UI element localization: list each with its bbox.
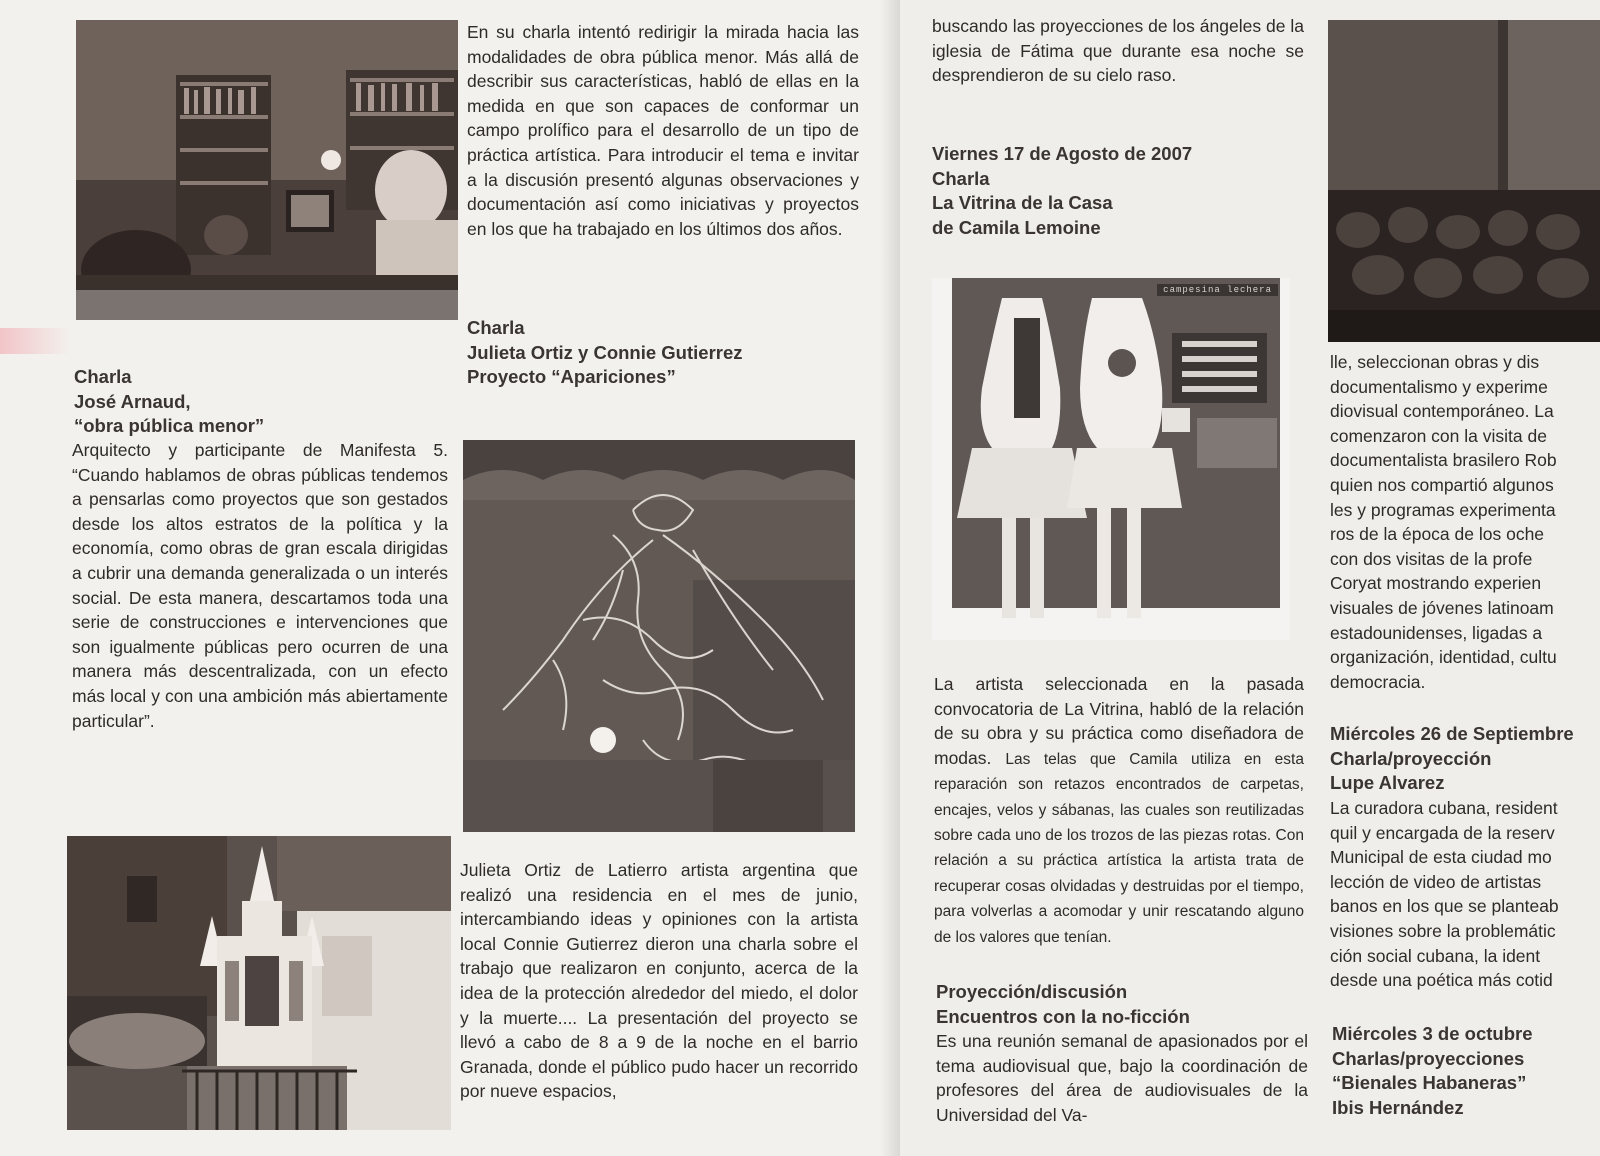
photo-screening-audience xyxy=(1328,20,1600,342)
body-col4-part1 xyxy=(1330,350,1600,694)
body-col4-part2 xyxy=(1330,796,1600,993)
heading-bienales-habaneras xyxy=(1332,1022,1600,1120)
text-line: lección de video de artistas xyxy=(1330,871,1542,892)
body-small: Las telas que Camila utiliza en esta reparación son retazos encontrados de carpetas, encajes, velos y sábanas, las cuales son reutilizadas sobre cada uno de los trozos de las piezas rotas. Con relación a su práctica artística la artista trata de recuperar cosas olvidadas y destruidas por el tiempo, para volverlas a acomodar y unir rescatando alguno de los valores que tenían. xyxy=(934,750,1304,946)
body-lead: La artista seleccionada en la pasada convocatoria de La Vitrina, habló de la relación de su obra y su práctica como diseñadora de modas. xyxy=(934,674,1304,768)
heading-line: Charla xyxy=(467,317,525,338)
body-camila-lemoine xyxy=(934,672,1304,949)
photo-angel-projection xyxy=(463,440,855,832)
text-line: les y programas experimenta xyxy=(1330,499,1556,520)
heading-line: Proyección/discusión xyxy=(936,981,1128,1002)
text-line: quien nos compartió algunos xyxy=(1330,474,1554,495)
body-paragraph: buscando las proyecciones de los ángeles de la iglesia de Fátima que durante esa noche se desprendieron de su cielo raso. xyxy=(932,16,1304,86)
intro-obra-publica xyxy=(467,20,859,241)
text-line: lle, seleccionan obras y dis xyxy=(1330,352,1540,372)
heading-line: “obra pública menor” xyxy=(74,415,265,436)
heading-line: Charlas/proyecciones xyxy=(1332,1047,1525,1069)
text-line: documentalismo y experime xyxy=(1330,376,1548,397)
heading-line: Viernes 17 de Agosto de 2007 xyxy=(932,143,1193,164)
heading-jose-arnaud xyxy=(74,365,444,439)
illustration-fashion-sketch xyxy=(932,278,1290,640)
right-page xyxy=(900,0,1600,1156)
body-paragraph: Julieta Ortiz de Latierro artista argentina que realizó una residencia en el mes de junio, intercambiando ideas y opiniones con la artista local Connie Gutierrez dieron una charla sobre el trabajo que realizaron en conjunto, acerca de la idea de la protección alrededor del miedo, el dolor y la muerte.... La presentación del proyecto se llevó a cabo de 8 a 9 de la noche en el barrio Granada, donde el público pudo hacer un recorrido por nueve espacios, xyxy=(460,860,858,1102)
heading-line: “Bienales Habaneras” xyxy=(1332,1072,1527,1093)
body-no-ficcion xyxy=(936,1029,1308,1127)
text-line: comenzaron con la visita de xyxy=(1330,425,1547,446)
image-tag: campesina lechera xyxy=(1157,284,1278,296)
heading-line: Charla xyxy=(74,366,132,387)
body-paragraph: Arquitecto y participante de Manifesta 5. “Cuando hablamos de obras públicas tendemos a pensarlas como proyectos que son gestados desde los altos estratos de la política y la economía, como obras de gran escala dirigidas a cubrir una demanda generalizada o un interés social. De esta manera, descartamos toda una serie de construcciones e intervenciones que son igualmente públicas pero ocurren de una manera más descentralizada, con un efecto más local y con una ambición más abiertamente particular”. xyxy=(72,440,448,731)
text-line: quil y encargada de la reserv xyxy=(1330,822,1555,843)
heading-line: Proyecto “Apariciones” xyxy=(467,366,676,387)
text-line: banos en los que se planteab xyxy=(1330,896,1559,917)
text-line: diovisual contemporáneo. La xyxy=(1330,401,1554,422)
text-line: desde una poética más cotid xyxy=(1330,970,1553,991)
text-line: visuales de jóvenes latinoam xyxy=(1330,597,1554,618)
body-jose-arnaud xyxy=(72,438,448,733)
text-line: con dos visitas de la profe xyxy=(1330,548,1533,569)
text-line: estadounidenses, ligadas a xyxy=(1330,622,1543,643)
heading-line: de Camila Lemoine xyxy=(932,216,1101,238)
text-line: ción social cubana, la ident xyxy=(1330,945,1541,966)
text-line: Coryat mostrando experien xyxy=(1330,573,1542,594)
heading-line: José Arnaud, xyxy=(74,390,191,412)
text-line: organización, identidad, cultu xyxy=(1330,647,1557,668)
heading-line: Encuentros con la no-ficción xyxy=(936,1005,1190,1027)
heading-line: Lupe Alvarez xyxy=(1330,772,1445,793)
photo-library-meeting xyxy=(76,20,458,320)
heading-line: Julieta Ortiz y Connie Gutierrez xyxy=(467,341,743,363)
heading-line: Ibis Hernández xyxy=(1332,1096,1464,1118)
text-line: documentalista brasilero Rob xyxy=(1330,450,1557,471)
pink-stain xyxy=(0,328,70,354)
heading-line: Miércoles 26 de Septiembre xyxy=(1330,723,1574,744)
intro-angeles xyxy=(932,14,1304,88)
heading-line: La Vitrina de la Casa xyxy=(932,192,1113,213)
body-paragraph: En su charla intentó redirigir la mirada hacia las modalidades de obra pública menor. Más allá de describir sus características, habló de ellas en la medida en que son capaces de conformar un campo prolífico para el desarrollo de un tipo de práctica artística. Para introducir el tema e invitar a la discusión presentó algunas observaciones y documentación así como iniciativas y proyectos en los que ha trabajado en los últimos dos años. xyxy=(467,22,859,239)
heading-camila-lemoine xyxy=(932,142,1304,240)
heading-line: Charla xyxy=(932,167,990,189)
heading-line: Charla/proyección xyxy=(1330,747,1492,769)
heading-no-ficcion xyxy=(936,980,1308,1029)
text-line: Municipal de esta ciudad mo xyxy=(1330,847,1552,868)
heading-line: Miércoles 3 de octubre xyxy=(1332,1023,1533,1044)
photo-street-chapel xyxy=(67,836,451,1130)
text-line: La curadora cubana, resident xyxy=(1330,798,1558,818)
body-apariciones xyxy=(460,858,858,1104)
text-line: ros de la época de los oche xyxy=(1330,524,1545,545)
heading-apariciones xyxy=(467,316,859,390)
text-line: visiones sobre la problemátic xyxy=(1330,920,1556,941)
body-paragraph: Es una reunión semanal de apasionados por el tema audiovisual que, bajo la coordinación de profesores del área de audiovisuales de la Universidad del Va- xyxy=(936,1031,1308,1125)
heading-lupe-alvarez xyxy=(1330,722,1600,796)
text-line: democracia. xyxy=(1330,671,1426,692)
